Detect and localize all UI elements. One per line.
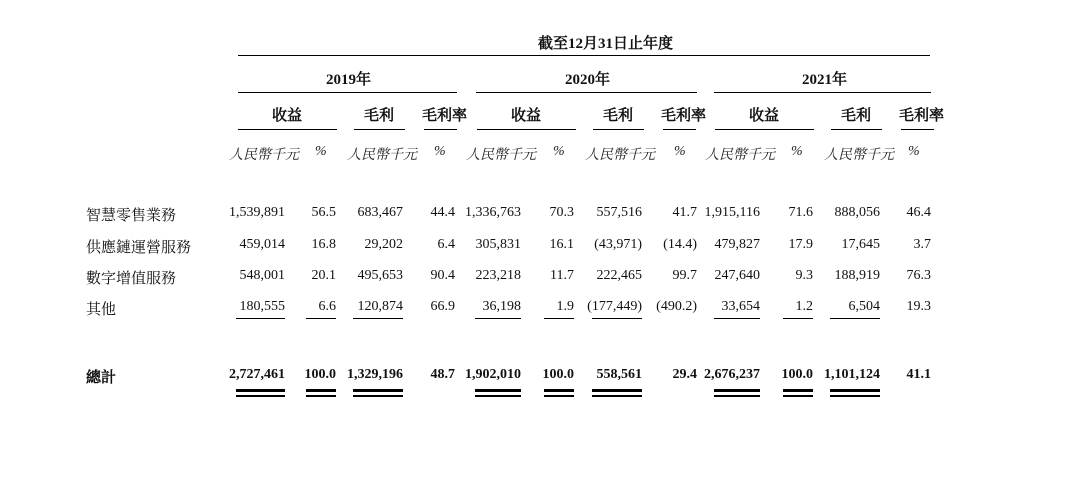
table-cell: 90.4 [430,268,455,283]
unit-label: 人民幣千元 [585,148,655,163]
table-cell: 1,336,763 [465,205,521,220]
total-cell: 48.7 [430,367,455,382]
table-cell: 11.7 [550,268,574,283]
total-double-rule [544,395,574,397]
total-cell: 41.1 [906,367,931,382]
table-cell: 548,001 [239,268,285,283]
table-cell: 557,516 [596,205,642,220]
column-header: 收益 [272,108,303,124]
total-cell: 100.0 [781,367,813,382]
table-cell: 6,504 [848,299,880,314]
total-cell: 100.0 [304,367,336,382]
table-cell: 16.8 [311,237,336,252]
table-cell: 1.2 [795,299,813,314]
total-double-rule [353,395,403,397]
subtotal-rule [353,318,403,319]
column-header-rule [663,129,696,130]
table-cell: 71.6 [788,205,813,220]
year-header-rule [238,92,457,93]
unit-label: 人民幣千元 [466,148,536,163]
unit-label: 人民幣千元 [824,148,894,163]
table-cell: 120,874 [357,299,403,314]
period-header: 截至12月31日止年度 [538,36,674,52]
unit-label: % [553,144,565,159]
column-header: 毛利 [603,108,634,124]
total-cell: 1,902,010 [465,367,521,382]
total-cell: 1,101,124 [824,367,880,382]
column-header: 毛利 [364,108,395,124]
subtotal-rule [592,318,642,319]
year-header: 2020年 [565,72,611,88]
table-cell: 459,014 [239,237,285,252]
subtotal-rule [544,318,574,319]
row-label: 其他 [86,302,117,318]
total-double-rule [592,389,642,392]
table-cell: 36,198 [482,299,521,314]
table-cell: 99.7 [672,268,697,283]
table-cell: 44.4 [430,205,455,220]
table-cell: (43,971) [594,237,642,252]
table-cell: 33,654 [721,299,760,314]
subtotal-rule [714,318,760,319]
total-double-rule [714,389,760,392]
table-cell: 479,827 [714,237,760,252]
column-header-rule [238,129,337,130]
unit-label: % [908,144,920,159]
year-header: 2021年 [802,72,848,88]
table-cell: 70.3 [549,205,574,220]
total-double-rule [830,389,880,392]
table-cell: 20.1 [311,268,336,283]
total-double-rule [714,395,760,397]
table-cell: 41.7 [672,205,697,220]
table-cell: 222,465 [596,268,642,283]
unit-label: 人民幣千元 [347,148,417,163]
table-cell: 888,056 [834,205,880,220]
row-label: 供應鏈運營服務 [86,240,192,256]
total-cell: 29.4 [672,367,697,382]
total-double-rule [306,395,336,397]
subtotal-rule [236,318,285,319]
table-cell: (177,449) [587,299,642,314]
table-cell: 46.4 [906,205,931,220]
table-cell: 247,640 [714,268,760,283]
subtotal-rule [306,318,336,319]
table-cell: (490.2) [656,299,697,314]
table-cell: 223,218 [475,268,521,283]
table-cell: 17,645 [841,237,880,252]
table-cell: 17.9 [788,237,813,252]
table-cell: 188,919 [834,268,880,283]
column-header: 收益 [749,108,780,124]
year-header-rule [714,92,931,93]
unit-label: % [434,144,446,159]
unit-label: % [674,144,686,159]
total-double-rule [236,395,285,397]
table-cell: 1,539,891 [229,205,285,220]
unit-label: 人民幣千元 [229,148,299,163]
subtotal-rule [830,318,880,319]
total-double-rule [306,389,336,392]
total-double-rule [475,389,521,392]
year-header-rule [476,92,697,93]
unit-label: 人民幣千元 [705,148,775,163]
total-cell: 100.0 [542,367,574,382]
column-header-rule [831,129,882,130]
table-cell: 9.3 [795,268,813,283]
column-header: 毛利 [841,108,872,124]
table-cell: 495,653 [357,268,403,283]
subtotal-rule [475,318,521,319]
total-double-rule [236,389,285,392]
table-cell: 6.4 [437,237,455,252]
total-cell: 2,676,237 [704,367,760,382]
column-header: 毛利率 [899,108,945,124]
total-double-rule [592,395,642,397]
total-double-rule [783,389,813,392]
unit-label: % [791,144,803,159]
total-cell: 2,727,461 [229,367,285,382]
total-cell: 558,561 [596,367,642,382]
row-label: 數字增值服務 [86,271,177,287]
total-double-rule [353,389,403,392]
table-cell: 56.5 [311,205,336,220]
column-header-rule [593,129,644,130]
column-header-rule [354,129,405,130]
column-header-rule [477,129,576,130]
column-header: 毛利率 [422,108,468,124]
total-label: 總計 [86,370,117,386]
table-cell: 683,467 [357,205,403,220]
column-header: 收益 [511,108,542,124]
table-cell: 305,831 [475,237,521,252]
table-cell: 180,555 [239,299,285,314]
year-header: 2019年 [326,72,372,88]
column-header-rule [901,129,934,130]
table-cell: 1,915,116 [704,205,760,220]
total-double-rule [544,389,574,392]
table-cell: 16.1 [549,237,574,252]
subtotal-rule [783,318,813,319]
total-double-rule [475,395,521,397]
column-header-rule [424,129,457,130]
row-label: 智慧零售業務 [86,208,177,224]
total-cell: 1,329,196 [347,367,403,382]
table-cell: 66.9 [430,299,455,314]
table-cell: 1.9 [556,299,574,314]
total-double-rule [830,395,880,397]
total-double-rule [783,395,813,397]
table-cell: 19.3 [906,299,931,314]
table-cell: (14.4) [663,237,697,252]
unit-label: % [315,144,327,159]
table-cell: 6.6 [318,299,336,314]
table-cell: 3.7 [913,237,931,252]
period-header-rule [238,55,930,56]
table-cell: 76.3 [906,268,931,283]
column-header: 毛利率 [661,108,707,124]
table-cell: 29,202 [364,237,403,252]
column-header-rule [715,129,814,130]
